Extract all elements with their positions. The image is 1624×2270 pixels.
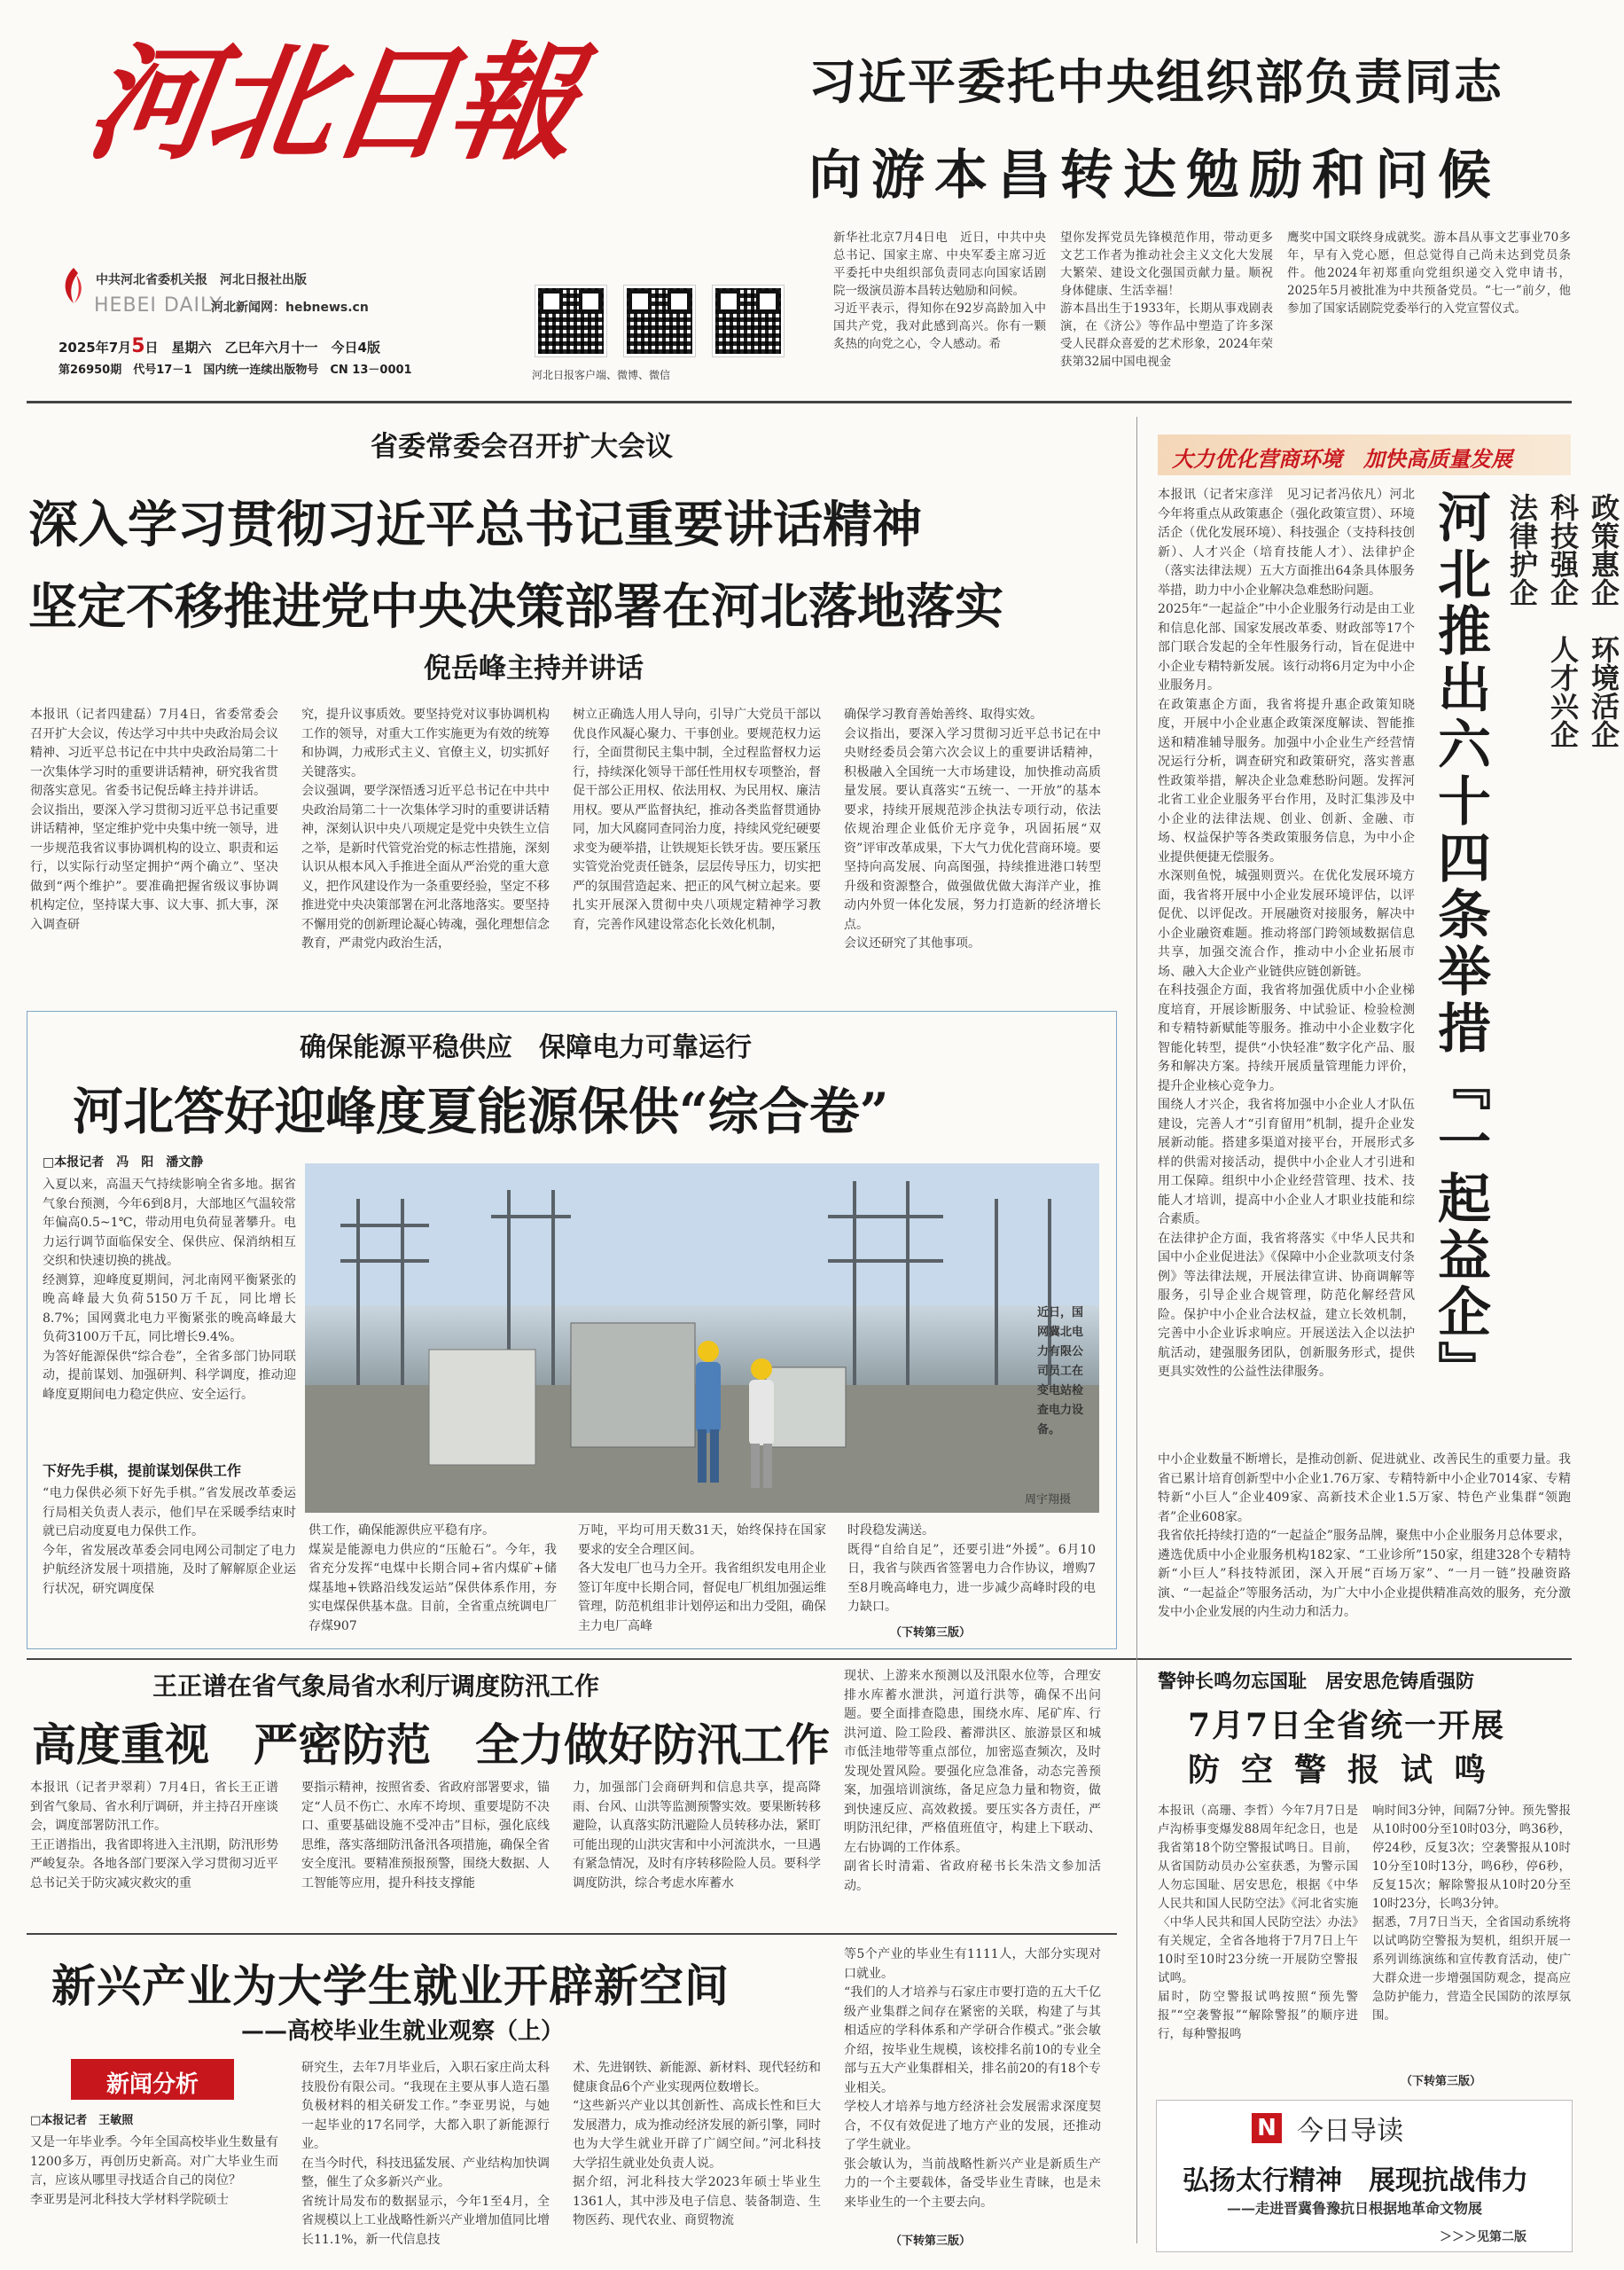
story2-byline: □本报记者 冯 阳 潘文静 [43,1155,204,1170]
lead-col-3: 鹰奖中国文联终身成就奖。游本昌从事文艺事业70多年，早有入党心愿，但总觉得自己尚未达到党员条件。他2024年初郑重向党组织递交入党申请书，2025年5月被批准为中共预备党员。“七一”前夕，他参加了国家话剧院党委举行的入党宣誓仪式。 [1287,231,1571,316]
qr-code-client[interactable] [535,286,606,356]
story4-headline[interactable]: 新兴产业为大学生就业开辟新空间 [51,1960,730,2012]
guide-headline[interactable]: 弘扬太行精神 展现抗战伟力 [1183,2165,1528,2196]
story2-body-1: 供工作，确保能源供应平稳有序。 煤炭是能源电力供应的“压舱石”。今年，我省充分发挥“电煤中长期合同+省内煤矿+储煤基地+铁路沿线发运站”保供体系作用，夯实电煤保供基本盘。目前，全省重点统调电厂存煤907 [308,1523,557,1633]
date-day: 5 [131,335,145,357]
right-banner-text: 大力优化营商环境 加快高质量发展 [1172,446,1512,472]
issue-line: 第26950期 代号17－1 国内统一连续出版物号 CN 13－0001 [59,364,412,377]
qr-code-weibo[interactable] [624,286,695,356]
right-story-text-wide: 中小企业数量不断增长，是推动创新、促进就业、改善民生的重要力量。我省已累计培育创新型中小企业1.76万家、专精特新中小企业7014家、专精特新“小巨人”企业409家、高新技术企业1.5万家、特色产业集群“领跑者”企业608家。 我省依托持续打造的“一起益企”服务品牌，聚焦中小企业服务月总体要求，遴选优质中小企业服务机构182家、“工业诊所”150家，组建328个专精特新“小巨人”科技特派团，深入开展“百场万家”、“一月一链”投融资路演、“一起益企”等服务活动，为广大中小企业提供精准高效的服务，充分激发中小企业发展的内生动力和活力。 [1158,1452,1571,1619]
story2-body-2: 万吨，平均可用天数31天，始终保持在国家要求的安全合理区间。 各大发电厂也马力全开。我省组织发电用企业签订年度中长期合同，督促电厂机组加强运维管理，防范机组非计划停运和出力受阻，确保主力电厂高峰 [578,1523,826,1633]
sponsor-line: 中共河北省委机关报 河北日报社出版 [96,273,307,287]
guide-sub: ——走进晋冀鲁豫抗日根据地革命文物展 [1227,2200,1483,2217]
story4-section-tag [71,2059,234,2100]
story3-headline[interactable]: 高度重视 严密防范 全力做好防汛工作 [32,1718,830,1771]
story3-col-2: 要指示精神，按照省委、省政府部署要求，锚定“人员不伤亡、水库不垮坝、重要堤防不决口、重要基础设施不受冲击”目标，强化底线思维，落实落细防汛备汛各项措施，确保全省安全度汛。要精准预报预警，围绕大数据、人工智能等应用，提升科技支撑能 [301,1781,550,1890]
story1-headline-2[interactable]: 坚定不移推进党中央决策部署在河北落地落实 [28,577,1004,635]
story4-section-label: 新闻分析 [105,2071,199,2098]
right-sub-line-1: 政策惠企 环境活企 [1587,493,1620,748]
right-headline[interactable]: 河北推出六十四条举措『一起益企』 [1429,489,1491,1397]
emblem-icon [59,266,89,305]
right-sub-lines [1502,493,1624,1220]
lead-headline-1[interactable]: 习近平委托中央组织部负责同志 [808,53,1503,110]
right2-headline-2[interactable]: 防空警报试鸣 [1188,1751,1508,1789]
story3-col-1: 本报讯（记者尹翠莉）7月4日，省长王正谱到省气象局、省水利厅调研，并主持召开座谈会，调度部署防汛工作。 王正谱指出，我省即将进入主汛期，防汛形势严峻复杂。各地各部门要深入学习贯彻习近平总书记关于防灾减灾救灾的重 [30,1781,278,1890]
guide-title-row [1252,2109,1403,2148]
story2-kicker: 确保能源平稳供应 保障电力可靠运行 [300,1032,752,1063]
logo-english: HEBEI DAILY [94,294,223,317]
qr-caption: 河北日报客户端、微博、微信 [532,369,671,381]
story3-col-4: 现状、上游来水预测以及汛限水位等，合理安排水库蓄水泄洪，河道行洪等，确保不出问题。要全面排查隐患，围绕水库、尾矿库、行洪河道、险工险段、蓄滞洪区、旅游景区和城市低洼地带等重点部位，加密巡查频次，及时发现处置风险。要强化应急准备，动态完善预案，加强培训演练，备足应急力量和物资，做到快速反应、高效救援。要压实各方责任，严明防汛纪律，严格值班值守，构建上下联动、左右协调的工作体系。 副省长时清霜、省政府秘书长朱浩文参加活动。 [844,1669,1101,1893]
right2-col-2: 响时间3分钟，间隔7分钟。预先警报从10时00分至10时03分，鸣36秒，停24秒，反复3次；空袭警报从10时10分至10时13分，鸣6秒，停6秒，反复15次；解除警报从10时20分至10时23分，长鸣3分钟。 据悉，7月7日当天，全省国动系统将以试鸣防空警报为契机，组织开展一系列训练演练和宣传教育活动，使广大群众进一步增强国防观念，提高应急防护能力，营造全民国防的浓厚氛围。 [1372,1804,1571,2023]
lead-col-2: 望你发挥党员先锋模范作用，带动更多文艺工作者为推动社会主义文化大发展大繁荣、建设文化强国贡献力量。顺祝身体健康、生活幸福！ 游本昌出生于1933年，长期从事戏剧表演，在《济公》等作品中塑造了许多深受人民群众喜爱的艺术形象，2024年荣获第32届中国电视金 [1060,231,1273,369]
website[interactable]: 河北新闻网：hebnews.cn [211,301,369,315]
story2-side-text-2: “电力保供必须下好先手棋。”省发展改革委运行局相关负责人表示，他们早在采暖季结束时就已启动度夏电力保供工作。 今年，省发展改革委会同电网公司制定了电力护航经济发展十项措施，及时了解解原企业运行状况，研究调度保 [43,1486,296,1596]
story4-col-4: 等5个产业的毕业生有1111人，大部分实现对口就业。 “我们的人才培养与石家庄市要打造的五大千亿级产业集群之间存在紧密的关联，构建了与其相适应的学科体系和产学研合作模式。”张会敏介绍，按毕业生规模，该校排名前10的专业全部与五大产业集群相关，排名前20的有18个专业相关。 学校人才培养与地方经济社会发展需求深度契合，不仅有效促进了地方产业的发展，还推动了学生就业。 张会敏认为，当前战略性新兴产业是新质生产力的一个主要载体，备受毕业生青睐，也是未来毕业生的一个主要去向。 [844,1947,1101,2210]
newspaper-logo: 河北日報 [78,30,582,177]
date-suffix: 日 星期六 乙巳年六月十一 今日4版 [144,340,380,356]
right-sub-line-2: 科技强企 人才兴企 [1546,493,1580,748]
story4-col-1: 又是一年毕业季。今年全国高校毕业生数量有1200多万，再创历史新高。对广大毕业生而言，应该从哪里寻找适合自己的岗位？ 李亚男是河北科技大学材料学院硕士 [30,2135,278,2207]
divider-mid [27,1658,1572,1660]
right2-continued[interactable]: （下转第三版） [1401,2075,1482,2088]
story1-kicker: 省委常委会召开扩大会议 [371,431,673,463]
story2-photo-credit: 周宇翔摄 [1025,1493,1072,1507]
story2-side-text: 入夏以来，高温天气持续影响全省多地。据省气象台预测，今年6到8月，大部地区气温较常年偏高0.5~1℃，带动用电负荷显著攀升。电力运行调节面临保安全、保供应、保消纳相互交织和快速切换的挑战。 经测算，迎峰度夏期间，河北南网平衡紧张的晚高峰最大负荷5150万千瓦，同比增长8.7%；国网冀北电力平衡紧张的晚高峰最大负荷3100万千瓦，同比增长9.4%。 为答好能源保供“综合卷”，全省多部门协同联动，提前谋划、加强研判、科学调度，推动迎峰度夏期间电力稳定供应、安全运行。 [43,1178,296,1402]
story1-sub: 倪岳峰主持并讲话 [424,653,644,685]
guide-more-link[interactable]: ＞＞＞见第二版 [1440,2230,1526,2244]
right-story-text: 本报讯（记者宋彦洋 见习记者冯依凡）河北今年将重点从政策惠企（强化政策宣贯）、环境活企（优化发展环境）、科技强企（支持科技创新）、人才兴企（培育技能人才）、法律护企（落实法律法规）五大方面推出64条具体服务举措，助力中小企业解决急难愁盼问题。 2025年“一起益企”中小企业服务行动是由工业和信息化部、国家发展改革委、财政部等17个部门联合发起的全年性服务行动，旨在促进中小企业专精特新发展。该行动将6月定为中小企业服务月。 在政策惠企方面，我省将提升惠企政策知晓度，开展中小企业惠企政策深度解读、智能推送和精准辅导服务。加强中小企业生产经营情况运行分析，调查研究和政策研究，落实普惠性政策举措，解决企业急难愁盼问题。发挥河北省工业企业服务平台作用，及时汇集涉及中小企业的法律法规、创业、创新、金融、市场、权益保护等各类政策服务信息，为中小企业提供便捷无偿服务。 水深则鱼悦，城强则贾兴。在优化发展环境方面，我省将开展中小企业发展环境评估，以评促优、以评促改。开展融资对接服务，解决中小企业融资难题。推动将部门跨领域数据信息共享，加强交流合作，推动中小企业拓展市场、融入大企业产业链供应链创新链。 在科技强企方面，我省将加强优质中小企业梯度培育，开展诊断服务、中试验证、检验检测和专精特新赋能等服务。推动中小企业数字化智能化转型，提供“小快轻准”数字化产品、服务和解决方案。持续开展质量管理能力评价，提升企业核心竞争力。 围绕人才兴企，我省将加强中小企业人才队伍建设，完善人才“引育留用”机制，提升企业发展新动能。搭建多渠道对接平台，开展形式多样的供需对接活动，提供中小企业人才引进和用工保障。组织中小企业经营管理、技术、技能人才培训，提高中小企业人才职业技能和综合素质。 在法律护企方面，我省将落实《中华人民共和国中小企业促进法》《保障中小企业款项支付条例》等法律法规，开展法律宣讲、协商调解等服务，引导企业合规管理，防范化解经营风险。保护中小企业合法权益，建立长效机制，完善中小企业诉求响应。开展送法入企以法护航活动，建强服务团队，创新服务形式，提供更具实效性的公益性法律服务。 [1158,488,1415,1379]
story2-headline[interactable]: 河北答好迎峰度夏能源保供“综合卷” [73,1082,889,1141]
story1-headline-1[interactable]: 深入学习贯彻习近平总书记重要讲话精神 [28,496,922,554]
story2-continued[interactable]: （下转第三版） [890,1626,972,1640]
story1-col-4: 确保学习教育善始善终、取得实效。 会议指出，要深入学习贯彻习近平总书记在中央财经委员会第六次会议上的重要讲话精神，积极融入全国统一大市场建设，加快推动高质量发展。要认真落实“五统一、一开放”的基本要求，持续开展规范涉企执法专项行动，依法依规治理企业低价无序竞争，巩固拓展“双资”评审改革成果，下大气力优化营商环境。要坚持向高发展、向高图强，持续推进港口转型升级和资源整合，做强做优做大海洋产业，推动内外贸一体化发展，努力打造新的经济增长点。 会议还研究了其他事项。 [844,708,1101,951]
story4-col-2: 研究生，去年7月毕业后，入职石家庄尚太科技股份有限公司。“我现在主要从事人造石墨负极材料的相关研发工作。”李亚男说，与她一起毕业的17名同学，大都入职了新能源行业。 在当今时代，科技迅猛发展、产业结构加快调整，催生了众多新兴产业。 省统计局发布的数据显示，今年1至4月，全省规模以上工业战略性新兴产业增加值同比增长11.1%，新一代信息技 [301,2061,550,2247]
story3-col-3: 力，加强部门会商研判和信息共享，提高降雨、台风、山洪等监测预警实效。要果断转移避险，认真落实防汛避险人员转移办法，紧盯可能出现的山洪灾害和中小河流洪水，一旦遇有紧急情况，及时有序转移险险人员。要科学调度防洪，综合考虑水库蓄水 [573,1781,821,1890]
story1-col-1: 本报讯（记者四建磊）7月4日，省委常委会召开扩大会议，传达学习中共中央政治局会议精神、习近平总书记在中共中央政治局第二十一次集体学习时的重要讲话精神，研究我省贯彻落实意见。省委书记倪岳峰主持并讲话。 会议指出，要深入学习贯彻习近平总书记重要讲话精神，坚定维护党中央集中统一领导，进一步规范我省议事协调机构的设立、职责和运行，以实际行动坚定拥护“两个确立”、坚决做到“两个维护”。要准确把握省级议事协调机构定位，坚持谋大事、议大事、抓大事，深入调查研 [30,708,278,932]
story2-photo[interactable] [305,1163,1099,1513]
guide-title: 今日导读 [1297,2116,1404,2147]
story4-col-3: 术、先进钢铁、新能源、新材料、现代轻纺和健康食品6个产业实现两位数增长。 “这些新兴产业以其创新性、高成长性和巨大发展潜力，成为推动经济发展的新引擎，同时也为大学生就业开辟了广阔空间。”河北科技大学招生就业处负责人说。 据介绍，河北科技大学2023年硕士毕业生1361人，其中涉及电子信息、装备制造、生物医药、现代农业、商贸物流 [573,2061,821,2227]
story2-body-3: 时段稳发满送。 既得“自给自足”，还要引进“外援”。6月10日，我省与陕西省签署电力合作协议，增购7至8月晚高峰电力，进一步减少高峰时段的电力缺口。 [847,1523,1096,1614]
right-sub-line-3: 法律护企 [1505,493,1539,607]
story1-col-3: 树立正确选人用人导向，引导广大党员干部以优良作风凝心聚力、干事创业。要规范权力运行，全面贯彻民主集中制，全过程监督权力运行，持续深化领导干部任性用权专项整治，督促干部公正用权、依法用权、为民用权、廉洁用权。要从严监督执纪，推动各类监督贯通协同，加大风腐同查同治力度，持续风党纪硬要求变为硬举措，让铁规矩长铁牙齿。要压紧压实管党治党责任链条，层层传导压力，切实把严的氛围营造起来、把正的风气树立起来。要扎实开展深入贯彻中央八项规定精神学习教育，完善作风建设常态化长效化机制， [573,708,821,932]
right2-col-1: 本报讯（高珊、李哲）今年7月7日是卢沟桥事变爆发88周年纪念日，也是我省第18个防空警报试鸣日。目前，从省国防动员办公室获悉，为警示国人勿忘国耻、居安思危，根据《中华人民共和国人民防空法》《河北省实施〈中华人民共和国人民防空法〉办法》有关规定，全省各地将于7月7日上午10时至10时23分统一开展防空警报试鸣。 届时，防空警报试鸣按照“预先警报”“空袭警报”“解除警报”的顺序进行，每种警报鸣 [1158,1804,1358,2041]
guide-icon: N [1252,2113,1282,2143]
story4-continued[interactable]: （下转第三版） [890,2235,972,2248]
lead-headline-2[interactable]: 向游本昌转达勉励和问候 [808,145,1501,207]
story2-subhead: 下好先手棋，提前谋划保供工作 [43,1462,242,1479]
lead-col-1: 新华社北京7月4日电 近日，中共中央总书记、国家主席、中央军委主席习近平委托中央组织部负责同志向国家话剧院一级演员游本昌转达勉励和问候。 习近平表示，得知你在92岁高龄加入中国共产党，我对此感到高兴。你有一颗炙热的向党之心，令人感动。希 [833,231,1046,351]
divider-vertical [1136,417,1137,2243]
story4-sub: ——高校毕业生就业观察（上） [241,2018,565,2045]
story1-col-2: 究，提升议事质效。要坚持党对议事协调机构工作的领导，对重大工作实施更为有效的统筹和协调，力戒形式主义、官僚主义，切实抓好关键落实。 会议强调，要学深悟透习近平总书记在中共中央政治局第二十一次集体学习时的重要讲话精神，深刻认识中央八项规定是党中央铁生立信之举，是新时代管党治党的标志性措施，深刻认识从根本风入手推进全面从严治党的重大意义，把作风建设作为一条重要经验，坚定不移推进党中央决策部署在河北落地落实。要坚持不懈用党的创新理论凝心铸魂，强化理想信念教育，严肃党内政治生活， [301,708,550,951]
right2-headline-1[interactable]: 7月7日全省统一开展 [1188,1707,1506,1744]
right2-kicker: 警钟长鸣勿忘国耻 居安思危铸盾强防 [1158,1670,1474,1692]
date-prefix: 2025年7月 [59,340,132,356]
right-banner [1158,434,1571,475]
qr-code-wechat[interactable] [713,286,784,356]
story4-byline: □本报记者 王敏照 [30,2114,134,2127]
divider-lower [27,1933,1117,1935]
story2-caption: 近日，国网冀北电力有限公司员工在变电站检查电力设备。 [1037,1306,1084,1436]
date-line [59,335,380,357]
story3-kicker: 王正谱在省气象局省水利厅调度防汛工作 [152,1671,600,1701]
masthead-rule [27,401,1572,403]
